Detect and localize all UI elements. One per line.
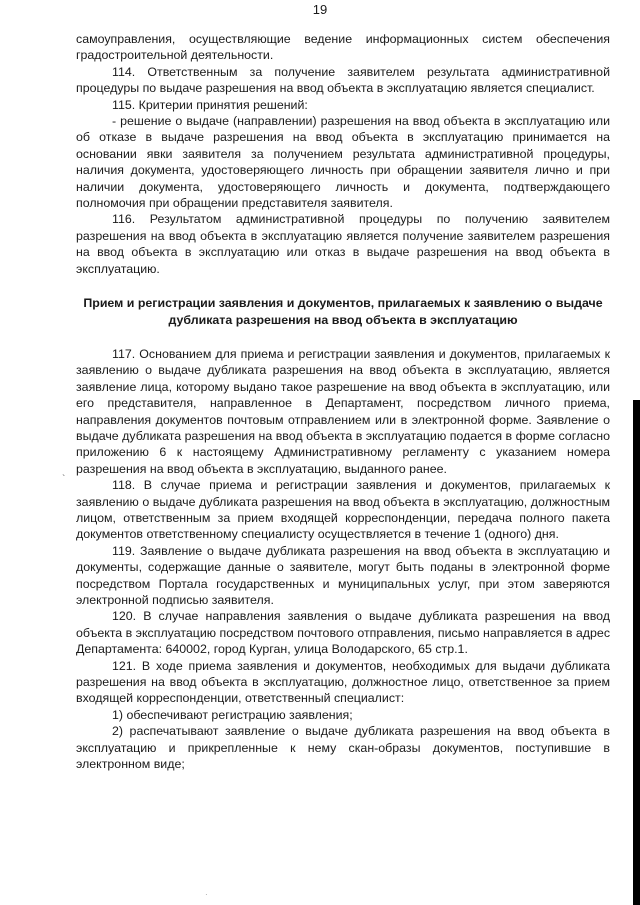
paragraph-p114: 114. Ответственным за получение заявителем результата административной процедуры по выдаче разрешения на ввод объекта в эксплуатацию является специалист. xyxy=(76,64,610,96)
paragraph-p-cont: самоуправления, осуществляющие ведение информационных систем обеспечения градостроительной деятельности. xyxy=(76,32,610,63)
paragraph-p115-1: - решение о выдаче (направлении) разрешения на ввод объекта в эксплуатацию или об отказе в выдаче разрешения на ввод объекта в эксплуатацию принимается на основании явки заявителя за получением результата административной процедуры, наличия документа, удостоверяющего личность при обращении заявителя лично и при наличии документа, удостоверяющего личность и документа, подтверждающего полномочия при обращении представителя заявителя. xyxy=(76,114,610,211)
paragraph-p116: 116. Результатом административной процедуры по получению заявителем разрешения на ввод объекта в эксплуатацию является получение заявителем разрешения на ввод объекта в эксплуатацию или отказ в выдаче разрешения на ввод объекта в эксплуатацию. xyxy=(76,212,610,276)
paragraph-p121-2: 2) распечатывают заявление о выдаче дубликата разрешения на ввод объекта в эксплуатацию и прикрепленные к нему скан-образы документов, поступившие в электронном виде; xyxy=(76,724,610,772)
paragraph-p121: 121. В ходе приема заявления и документов, необходимых для выдачи дубликата разрешения на ввод объекта в эксплуатацию, должностное лицо, ответственное за прием входящей корреспонденции, ответственный специалист: xyxy=(76,658,610,706)
section-heading: Прием и регистрации заявления и документов, прилагаемых к заявлению о выдаче дубликата разрешения на ввод объекта в эксплуатацию xyxy=(83,296,603,327)
page-number: 19 xyxy=(312,2,328,17)
scan-artifact-dot: · xyxy=(205,890,208,899)
section-before-heading xyxy=(76,31,610,277)
paragraph-p118: 118. В случае приема и регистрации заявления и документов, прилагаемых к заявлению о выдаче дубликата разрешения на ввод объекта в эксплуатацию, должностным лицом, ответственным за прием входящей корреспонденции, передача полного пакета документов ответственному специалисту осуществляется в течение 1 (одного) дня. xyxy=(76,478,610,542)
document-body xyxy=(76,31,610,772)
paragraph-p119: 119. Заявление о выдаче дубликата разрешения на ввод объекта в эксплуатацию и документы, содержащие данные о заявителе, могут быть поданы в электронной форме посредством Портала государственных и муниципальных услуг, при этом заверяются электронной подписью заявителя. xyxy=(76,543,610,607)
scan-shadow-edge xyxy=(633,400,640,905)
paragraph-p121-1: 1) обеспечивают регистрацию заявления; xyxy=(112,707,353,722)
paragraph-p117: 117. Основанием для приема и регистрации заявления и документов, прилагаемых к заявлению о выдаче дубликата разрешения на ввод объекта в эксплуатацию, является заявление лица, которому выдано такое разрешение на ввод объекта в эксплуатацию, или его представителя, направленное в Департамент, посредством личного приема, направления документов почтовым отправлением или в электронной форме. Заявление о выдаче дубликата разрешения на ввод объекта в эксплуатацию подается в форме согласно приложению 6 к настоящему Административному регламенту с указанием номера разрешения на ввод объекта в эксплуатацию, выданного ранее. xyxy=(76,346,610,476)
paragraph-p115: 115. Критерии принятия решений: xyxy=(112,97,308,112)
paragraph-p120: 120. В случае направления заявления о выдаче дубликата разрешения на ввод объекта в эксплуатацию посредством почтового отправления, письмо направляется в адрес Департамента: 640002, город Курган, улица Володарского, 65 стр.1. xyxy=(76,609,611,657)
scan-artifact-mark: ` xyxy=(62,474,66,485)
section-after-heading xyxy=(76,346,610,773)
